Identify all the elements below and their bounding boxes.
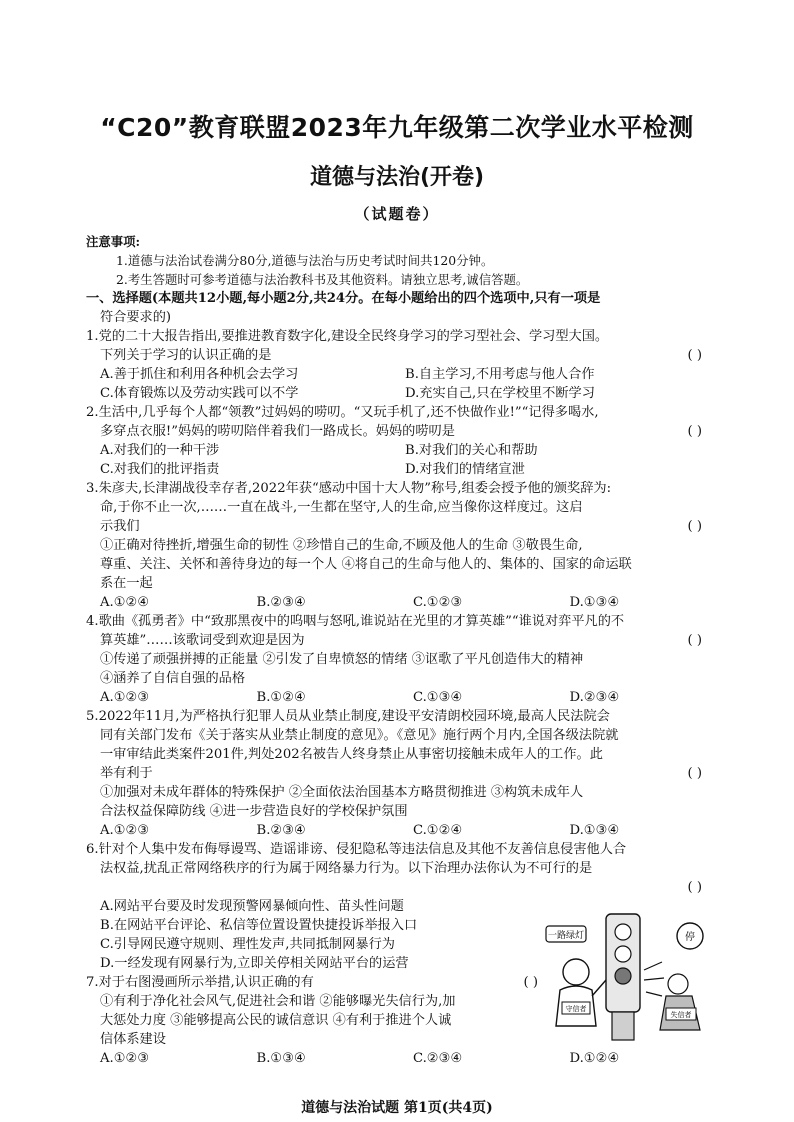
page-footer: 道德与法治试题 第1页(共4页) xyxy=(301,1100,493,1116)
q5-stem-line: 同有关部门发布《关于落实从业禁止制度的意见》。《意见》施行两个月内,全国各级法院就 xyxy=(100,728,619,743)
q6-option-d: D.一经发现有网暴行为,立即关停相关网站平台的运营 xyxy=(100,956,409,971)
q3-stem-line xyxy=(86,517,726,536)
q1-stem-text: 下列关于学习的认识正确的是 xyxy=(100,348,272,363)
q3-statement-line: 尊重、关注、关怀和善待身边的每一个人 ④将自己的生命与他人的、集体的、国家的命运联 xyxy=(100,557,632,572)
q3-options-row xyxy=(86,593,726,612)
q3-option-a: A.①②④ xyxy=(100,595,150,610)
section-header xyxy=(86,289,726,308)
q7-statement-line: 大惩处力度 ③能够提高公民的诚信意识 ④有利于推进个人诚 xyxy=(100,1013,452,1028)
light-top xyxy=(615,924,631,940)
q3-statement-line: ①正确对待挫折,增强生命的韧性 ②珍惜自己的生命,不顾及他人的生命 ③敬畏生命, xyxy=(100,538,583,553)
q6-option-c: C.引导网民遵守规则、理性发声,共同抵制网暴行为 xyxy=(100,937,395,952)
q4-option-d: D.②③④ xyxy=(569,690,620,705)
q1-option-b: B.自主学习,不用考虑与他人合作 xyxy=(405,367,595,382)
q6-stem-line: 法权益,扰乱正常网络秩序的行为属于网络暴力行为。以下治理办法你认为不可行的是 xyxy=(100,861,593,876)
q5-stem-text: 举有利于 xyxy=(100,766,153,781)
q1-stem-line: 1.党的二十大报告指出,要推进教育数字化,建设全民终身学习的学习型社会、学习型大国。 xyxy=(86,329,609,344)
q7-stem-text: 7.对于右图漫画所示举措,认识正确的有 xyxy=(86,975,314,990)
q3-option-b: B.②③④ xyxy=(256,595,306,610)
q7-statement-line: ①有利于净化社会风气,促进社会和谐 ②能够曝光失信行为,加 xyxy=(100,994,456,1009)
q2-option-d: D.对我们的情绪宣泄 xyxy=(405,462,525,477)
q4-answer-blank: ( ) xyxy=(687,633,702,648)
q2-options-row xyxy=(86,441,726,460)
q5-option-c: C.①②④ xyxy=(413,823,463,838)
q2-option-c: C.对我们的批评指责 xyxy=(100,462,220,477)
q7-options-row xyxy=(86,1049,726,1068)
q7-option-c: C.②③④ xyxy=(413,1051,463,1066)
q4-option-a: A.①②③ xyxy=(100,690,150,705)
q4-stem-line xyxy=(86,631,726,650)
q4-stem-line: 4.歌曲《孤勇者》中“致那黑夜中的呜咽与怒吼,谁说站在光里的才算英雄”“谁说对弈平凡的不 xyxy=(86,614,625,629)
q6-option-b: B.在网站平台评论、私信等位置设置快捷投诉举报入口 xyxy=(100,918,418,933)
q1-option-c: C.体育锻炼以及劳动实践可以不学 xyxy=(100,386,299,401)
q5-option-b: B.②③④ xyxy=(256,823,306,838)
credit-cartoon-illustration xyxy=(542,910,718,1048)
q2-options-row xyxy=(86,460,726,479)
section-header-line2: 符合要求的) xyxy=(100,310,172,325)
q4-stem-text: 算英雄”……该歌词受到欢迎是因为 xyxy=(100,633,305,648)
paper-type-label: （试题卷） xyxy=(354,205,440,223)
q3-stem-line: 命,于你不止一次,……一直在战斗,一生都在坚守,人的生命,应当像你这样度过。这启 xyxy=(100,500,583,515)
q3-stem-line: 3.朱彦夫,长津湖战役幸存者,2022年获“感动中国十大人物”称号,组委会授予他的颁奖辞为: xyxy=(86,481,612,496)
dishonest-person-tag-text: 失信者 xyxy=(670,1011,692,1019)
post-base xyxy=(612,1012,634,1040)
q5-option-a: A.①②③ xyxy=(100,823,150,838)
q5-stem-line: 一审审结此类案件201件,判处202名被告人终身禁止从事密切接触未成年人的工作。此 xyxy=(100,747,603,762)
light-middle xyxy=(615,946,631,962)
q5-option-d: D.①③④ xyxy=(569,823,620,838)
q4-options-row xyxy=(86,688,726,707)
q5-answer-blank: ( ) xyxy=(687,766,702,781)
q3-stem-text: 示我们 xyxy=(100,519,140,534)
dishonest-person-head xyxy=(668,974,688,994)
q3-option-d: D.①③④ xyxy=(569,595,620,610)
q7-stem-line xyxy=(86,973,538,992)
honest-person-arm xyxy=(592,980,606,996)
q1-option-d: D.充实自己,只在学校里不断学习 xyxy=(405,386,595,401)
q7-answer-blank: ( ) xyxy=(523,975,538,990)
q2-option-b: B.对我们的关心和帮助 xyxy=(405,443,538,458)
q7-option-d: D.①②④ xyxy=(569,1051,620,1066)
q7-option-b: B.①③④ xyxy=(256,1051,306,1066)
q5-statement-line: ①加强对未成年群体的特殊保护 ②全面依法治国基本方略贯彻推进 ③构筑未成年人 xyxy=(100,785,584,800)
q5-stem-line xyxy=(86,764,726,783)
q1-options-row xyxy=(86,365,726,384)
q2-option-a: A.对我们的一种干涉 xyxy=(100,443,220,458)
stop-sign-text: 停 xyxy=(685,932,695,943)
honest-person-tag-text: 守信者 xyxy=(565,1005,587,1013)
section-header-line1: 一、选择题(本题共12小题,每小题2分,共24分。在每小题给出的四个选项中,只有一项是 xyxy=(86,291,601,306)
q3-answer-blank: ( ) xyxy=(687,519,702,534)
q1-stem-line xyxy=(86,346,726,365)
q3-option-c: C.①②③ xyxy=(413,595,463,610)
q6-answer-blank: ( ) xyxy=(687,880,702,895)
q2-stem-line xyxy=(86,422,726,441)
q4-option-b: B.①②④ xyxy=(256,690,306,705)
page-title: “C20”教育联盟2023年九年级第二次学业水平检测 xyxy=(100,113,694,142)
q5-statement-line: 合法权益保障防线 ④进一步营造良好的学校保护氛围 xyxy=(100,804,408,819)
subject-subtitle: 道德与法治(开卷) xyxy=(309,165,485,190)
q6-option-a: A.网站平台要及时发现预警网暴倾向性、苗头性问题 xyxy=(100,899,404,914)
q4-option-c: C.①③④ xyxy=(413,690,463,705)
q7-statement-line: 信体系建设 xyxy=(100,1032,166,1047)
motion-lines xyxy=(644,962,664,996)
q5-options-row xyxy=(86,821,726,840)
q1-options-row xyxy=(86,384,726,403)
q7-option-a: A.①②③ xyxy=(100,1051,150,1066)
q1-option-a: A.善于抓住和利用各种机会去学习 xyxy=(100,367,299,382)
green-light-sign-text: 一路绿灯 xyxy=(547,931,585,941)
notice-heading: 注意事项: xyxy=(86,234,141,249)
q2-stem-line: 2.生活中,几乎每个人都“领教”过妈妈的唠叨。“又玩手机了,还不快做作业!”“记得多喝水, xyxy=(86,405,599,420)
q2-answer-blank: ( ) xyxy=(687,424,702,439)
notice-item: 2.考生答题时可参考道德与法治教科书及其他资料。请独立思考,诚信答题。 xyxy=(116,272,529,287)
q3-statement-line: 系在一起 xyxy=(100,576,153,591)
light-bottom xyxy=(615,968,631,984)
q6-answer-line xyxy=(86,878,726,897)
q6-stem-line: 6.针对个人集中发布侮辱谩骂、造谣诽谤、侵犯隐私等违法信息及其他不友善信息侵害他人合 xyxy=(86,842,627,857)
notice-item: 1.道德与法治试卷满分80分,道德与法治与历史考试时间共120分钟。 xyxy=(116,253,494,268)
q2-stem-text: 多穿点衣服!”妈妈的唠叨陪伴着我们一路成长。妈妈的唠叨是 xyxy=(100,424,455,439)
q4-statement-line: ①传递了顽强拼搏的正能量 ②引发了自卑愤怒的情绪 ③讴歌了平凡创造伟大的精神 xyxy=(100,652,584,667)
q4-statement-line: ④涵养了自信自强的品格 xyxy=(100,671,246,686)
honest-person-head xyxy=(563,959,589,985)
q1-answer-blank: ( ) xyxy=(687,348,702,363)
q5-stem-line: 5.2022年11月,为严格执行犯罪人员从业禁止制度,建设平安清朗校园环境,最高人民法院会 xyxy=(86,709,610,724)
